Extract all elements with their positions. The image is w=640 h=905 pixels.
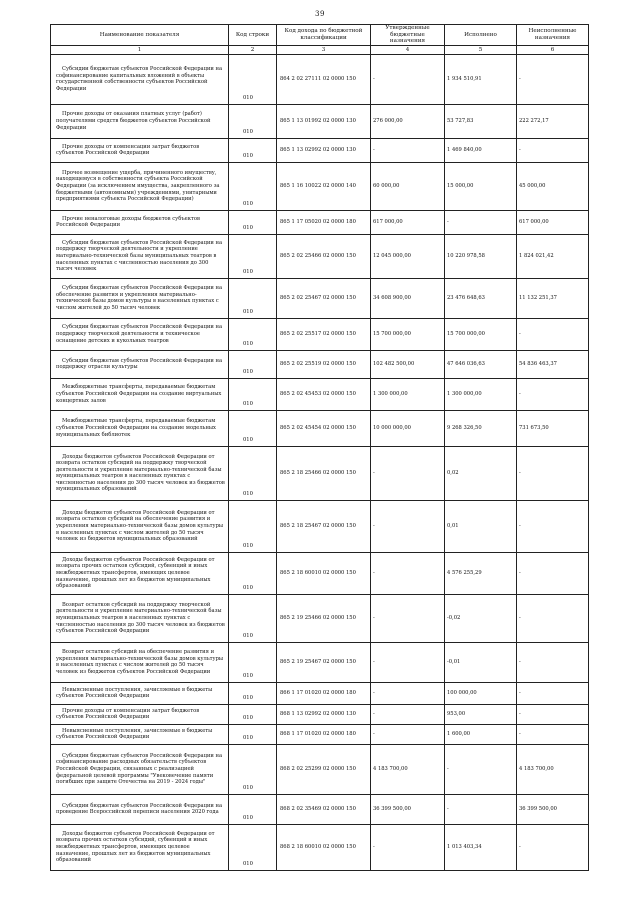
row-kbk: 868 1 13 02992 02 0000 130 [277, 704, 371, 724]
row-code-cell [229, 552, 277, 594]
row-executed: 1 600,00 [445, 724, 517, 744]
table-row [51, 410, 589, 446]
header-kbk: Код дохода по бюджетной классификации [277, 25, 371, 46]
row-code: 010 [243, 401, 253, 408]
row-executed: 4 576 255,29 [445, 552, 517, 594]
row-kbk: 865 2 19 25467 02 0000 150 [277, 642, 371, 682]
row-executed: - [445, 744, 517, 794]
row-unexecuted: - [517, 500, 589, 552]
row-code-cell [229, 446, 277, 500]
row-kbk: 865 2 02 25466 02 0000 150 [277, 234, 371, 278]
row-name: Субсидии бюджетам субъектов Российской Федерации на поддержку творческой деятельности и техническое оснащение детских и кукольных театров [51, 318, 229, 350]
table-row [51, 54, 589, 104]
row-name: Прочие доходы от компенсации затрат бюджетов субъектов Российской Федерации [51, 138, 229, 162]
row-code: 010 [243, 437, 253, 444]
row-unexecuted: - [517, 642, 589, 682]
row-code-cell [229, 378, 277, 410]
row-code-cell [229, 350, 277, 378]
row-approved: 36 399 500,00 [371, 794, 445, 824]
row-code: 010 [243, 491, 253, 498]
column-numbers-row [51, 45, 589, 54]
row-approved: 15 700 000,00 [371, 318, 445, 350]
row-executed: 9 268 326,50 [445, 410, 517, 446]
row-unexecuted: - [517, 446, 589, 500]
table-row [51, 318, 589, 350]
row-code-cell [229, 594, 277, 642]
row-kbk: 865 1 13 02992 02 0000 130 [277, 138, 371, 162]
row-kbk: 868 2 02 25299 02 0000 150 [277, 744, 371, 794]
table-row [51, 724, 589, 744]
row-kbk: 865 2 02 45453 02 0000 150 [277, 378, 371, 410]
row-name: Доходы бюджетов субъектов Российской Федерации от возврата прочих остатков субсидий, субвенций и иных межбюджетных трансфертов, имеющих целевое назначение, прошлых лет из бюджетов муниципальных образований [51, 552, 229, 594]
row-kbk: 865 2 18 25467 02 0000 150 [277, 500, 371, 552]
row-kbk: 865 1 16 10022 02 0000 140 [277, 162, 371, 210]
row-approved: - [371, 500, 445, 552]
header-approved: Утвержденные бюджетные назначения [371, 25, 445, 46]
row-code: 010 [243, 715, 253, 722]
table-row [51, 446, 589, 500]
row-unexecuted: - [517, 594, 589, 642]
row-unexecuted: 617 000,00 [517, 210, 589, 234]
row-executed: 953,00 [445, 704, 517, 724]
row-approved: - [371, 54, 445, 104]
row-executed: -0,02 [445, 594, 517, 642]
row-approved: - [371, 682, 445, 704]
row-code-cell [229, 278, 277, 318]
table-row [51, 824, 589, 870]
table-row [51, 210, 589, 234]
row-code: 010 [243, 543, 253, 550]
row-kbk: 865 2 02 25467 02 0000 150 [277, 278, 371, 318]
row-code-cell [229, 724, 277, 744]
row-executed: -0,01 [445, 642, 517, 682]
row-code-cell [229, 138, 277, 162]
row-code-cell [229, 234, 277, 278]
row-code-cell [229, 318, 277, 350]
row-kbk: 866 1 17 01020 02 0000 180 [277, 682, 371, 704]
row-executed: 0,02 [445, 446, 517, 500]
row-unexecuted: - [517, 54, 589, 104]
row-unexecuted: - [517, 682, 589, 704]
row-executed: 10 220 978,58 [445, 234, 517, 278]
row-name: Возврат остатков субсидий на поддержку творческой деятельности и укрепление материально-технической базы муниципальных театров в населенных пунктах с численностью населения до 300 тысяч человек из бюджетов субъектов Российской Федерации [51, 594, 229, 642]
row-code-cell [229, 210, 277, 234]
table-row [51, 234, 589, 278]
row-kbk: 865 2 18 25466 02 0000 150 [277, 446, 371, 500]
row-executed: 1 013 403,34 [445, 824, 517, 870]
header-name: Наименование показателя [51, 25, 229, 46]
row-name: Прочие доходы от компенсации затрат бюджетов субъектов Российской Федерации [51, 704, 229, 724]
row-kbk: 865 2 02 25517 02 0000 150 [277, 318, 371, 350]
row-code: 010 [243, 695, 253, 702]
row-code: 010 [243, 225, 253, 232]
row-approved: - [371, 552, 445, 594]
table-row [51, 552, 589, 594]
row-unexecuted: - [517, 824, 589, 870]
row-unexecuted: 45 000,00 [517, 162, 589, 210]
row-kbk: 865 2 18 60010 02 0000 150 [277, 552, 371, 594]
row-name: Межбюджетные трансферты, передаваемые бюджетам субъектов Российской Федерации на создание виртуальных концертных залов [51, 378, 229, 410]
table-row [51, 682, 589, 704]
row-unexecuted: 1 824 021,42 [517, 234, 589, 278]
table-row [51, 594, 589, 642]
row-name: Субсидии бюджетам субъектов Российской Федерации на обеспечение развития и укрепления материально-технической базы домов культуры в населенных пунктах с числом жителей до 50 тысяч человек [51, 278, 229, 318]
row-code: 010 [243, 585, 253, 592]
row-code: 010 [243, 153, 253, 160]
table-row [51, 138, 589, 162]
table-row [51, 278, 589, 318]
row-executed: 1 469 840,00 [445, 138, 517, 162]
row-code: 010 [243, 201, 253, 208]
column-number: 6 [517, 45, 589, 54]
row-name: Невыясненные поступления, зачисляемые в бюджеты субъектов Российской Федерации [51, 682, 229, 704]
header-unexecuted: Неисполненные назначения [517, 25, 589, 46]
row-executed: - [445, 794, 517, 824]
row-unexecuted: 54 836 463,37 [517, 350, 589, 378]
row-name: Субсидии бюджетам субъектов Российской Федерации на проведение Всероссийской переписи населения 2020 года [51, 794, 229, 824]
row-name: Субсидии бюджетам субъектов Российской Федерации на поддержку творческой деятельности и укрепление материально-технической базы муниципальных театров в населенных пунктах с численностью населения до 300 тысяч человек [51, 234, 229, 278]
table-row [51, 642, 589, 682]
row-unexecuted: 11 132 251,37 [517, 278, 589, 318]
row-unexecuted: - [517, 724, 589, 744]
table-row [51, 744, 589, 794]
row-approved: 1 300 000,00 [371, 378, 445, 410]
row-approved: 102 482 500,00 [371, 350, 445, 378]
row-approved: - [371, 724, 445, 744]
row-executed: 15 000,00 [445, 162, 517, 210]
row-unexecuted: 4 183 700,00 [517, 744, 589, 794]
row-name: Прочее возмещение ущерба, причиненного имуществу, находящемуся в собственности субъекта Российской Федерации (за исключением имущества, закрепленного за бюджетными (автономными) учреждениями, унитарными предприятиями субъекта Российской Федерации) [51, 162, 229, 210]
table-row [51, 162, 589, 210]
row-approved: 617 000,00 [371, 210, 445, 234]
row-approved: - [371, 594, 445, 642]
row-kbk: 865 1 17 05020 02 0000 180 [277, 210, 371, 234]
row-executed: 1 300 000,00 [445, 378, 517, 410]
row-executed: 0,01 [445, 500, 517, 552]
row-approved: 60 000,00 [371, 162, 445, 210]
row-name: Межбюджетные трансферты, передаваемые бюджетам субъектов Российской Федерации на создание модельных муниципальных библиотек [51, 410, 229, 446]
row-code-cell [229, 162, 277, 210]
row-name: Субсидии бюджетам субъектов Российской Федерации на софинансирование капитальных вложений в объекты государственной собственности субъектов Российской Федерации [51, 54, 229, 104]
table-row [51, 104, 589, 138]
row-approved: 10 000 000,00 [371, 410, 445, 446]
row-code: 010 [243, 341, 253, 348]
row-code: 010 [243, 269, 253, 276]
row-unexecuted: - [517, 318, 589, 350]
row-approved: 12 045 000,00 [371, 234, 445, 278]
row-approved: 276 000,00 [371, 104, 445, 138]
row-executed: 100 000,00 [445, 682, 517, 704]
row-approved: 4 183 700,00 [371, 744, 445, 794]
row-name: Доходы бюджетов субъектов Российской Федерации от возврата остатков субсидий на поддержку творческой деятельности и укрепление материально-технической базы муниципальных театров в населенных пунктах с численностью населения до 300 тысяч человек из бюджетов муниципальных образований [51, 446, 229, 500]
row-code-cell [229, 642, 277, 682]
row-unexecuted: - [517, 704, 589, 724]
row-approved: 34 608 900,00 [371, 278, 445, 318]
row-approved: - [371, 446, 445, 500]
row-code: 010 [243, 785, 253, 792]
row-code-cell [229, 794, 277, 824]
column-number: 4 [371, 45, 445, 54]
row-code-cell [229, 682, 277, 704]
row-name: Доходы бюджетов субъектов Российской Федерации от возврата прочих остатков субсидий, субвенций и иных межбюджетных трансфертов, имеющих целевое назначение, прошлых лет из бюджетов муниципальных образований [51, 824, 229, 870]
row-unexecuted: 222 272,17 [517, 104, 589, 138]
row-code-cell [229, 824, 277, 870]
row-executed: 15 700 000,00 [445, 318, 517, 350]
row-code-cell [229, 500, 277, 552]
column-number: 5 [445, 45, 517, 54]
row-code: 010 [243, 861, 253, 868]
row-code: 010 [243, 735, 253, 742]
row-approved: - [371, 138, 445, 162]
row-executed: 47 646 036,63 [445, 350, 517, 378]
row-code: 010 [243, 95, 253, 102]
row-kbk: 868 2 18 60010 02 0000 150 [277, 824, 371, 870]
row-kbk: 865 2 02 45454 02 0000 150 [277, 410, 371, 446]
row-approved: - [371, 704, 445, 724]
row-kbk: 864 2 02 27111 02 0000 150 [277, 54, 371, 104]
row-code: 010 [243, 633, 253, 640]
row-code: 010 [243, 369, 253, 376]
table-row [51, 704, 589, 724]
row-unexecuted: - [517, 138, 589, 162]
row-name: Прочие неналоговые доходы бюджетов субъектов Российской Федерации [51, 210, 229, 234]
row-name: Субсидии бюджетам субъектов Российской Федерации на софинансирование расходных обязательств субъектов Российской Федерации, связанных с реализацией федеральной целевой программы "Увековечение памяти погибших при защите Отечества на 2019 - 2024 годы" [51, 744, 229, 794]
row-code-cell [229, 54, 277, 104]
table-row [51, 794, 589, 824]
row-code: 010 [243, 815, 253, 822]
table-header [51, 25, 589, 46]
row-name: Прочие доходы от оказания платных услуг (работ) получателями средств бюджетов субъектов Российской Федерации [51, 104, 229, 138]
column-number: 1 [51, 45, 229, 54]
row-unexecuted: - [517, 552, 589, 594]
row-approved: - [371, 642, 445, 682]
table-row [51, 500, 589, 552]
row-executed: 1 934 510,91 [445, 54, 517, 104]
row-kbk: 865 2 19 25466 02 0000 150 [277, 594, 371, 642]
row-name: Невыясненные поступления, зачисляемые в бюджеты субъектов Российской Федерации [51, 724, 229, 744]
row-kbk: 865 2 02 25519 02 0000 150 [277, 350, 371, 378]
row-code: 010 [243, 129, 253, 136]
row-unexecuted: 36 399 500,00 [517, 794, 589, 824]
column-number: 2 [229, 45, 277, 54]
page-number: 39 [315, 10, 325, 18]
row-executed: 53 727,83 [445, 104, 517, 138]
row-approved: - [371, 824, 445, 870]
row-kbk: 868 1 17 01020 02 0000 180 [277, 724, 371, 744]
row-unexecuted: 731 673,50 [517, 410, 589, 446]
row-name: Доходы бюджетов субъектов Российской Федерации от возврата остатков субсидий на обеспечение развития и укрепления материально-технической базы домов культуры в населенных пунктах с числом жителей до 50 тысяч человек из бюджетов муниципальных образований [51, 500, 229, 552]
row-kbk: 865 1 13 01992 02 0000 130 [277, 104, 371, 138]
row-code-cell [229, 104, 277, 138]
table-row [51, 378, 589, 410]
row-name: Субсидии бюджетам субъектов Российской Федерации на поддержку отрасли культуры [51, 350, 229, 378]
row-kbk: 868 2 02 35469 02 0000 150 [277, 794, 371, 824]
row-code: 010 [243, 673, 253, 680]
header-code: Код строки [229, 25, 277, 46]
row-name: Возврат остатков субсидий на обеспечение развития и укрепления материально-технической базы домов культуры в населенных пунктах с числом жителей до 50 тысяч человек из бюджетов субъектов Российской Федерации [51, 642, 229, 682]
table-row [51, 350, 589, 378]
row-code-cell [229, 410, 277, 446]
header-executed: Исполнено [445, 25, 517, 46]
row-code-cell [229, 704, 277, 724]
row-executed: - [445, 210, 517, 234]
row-code-cell [229, 744, 277, 794]
row-unexecuted: - [517, 378, 589, 410]
column-number: 3 [277, 45, 371, 54]
revenue-table [50, 24, 589, 871]
row-code: 010 [243, 309, 253, 316]
row-executed: 23 476 648,63 [445, 278, 517, 318]
